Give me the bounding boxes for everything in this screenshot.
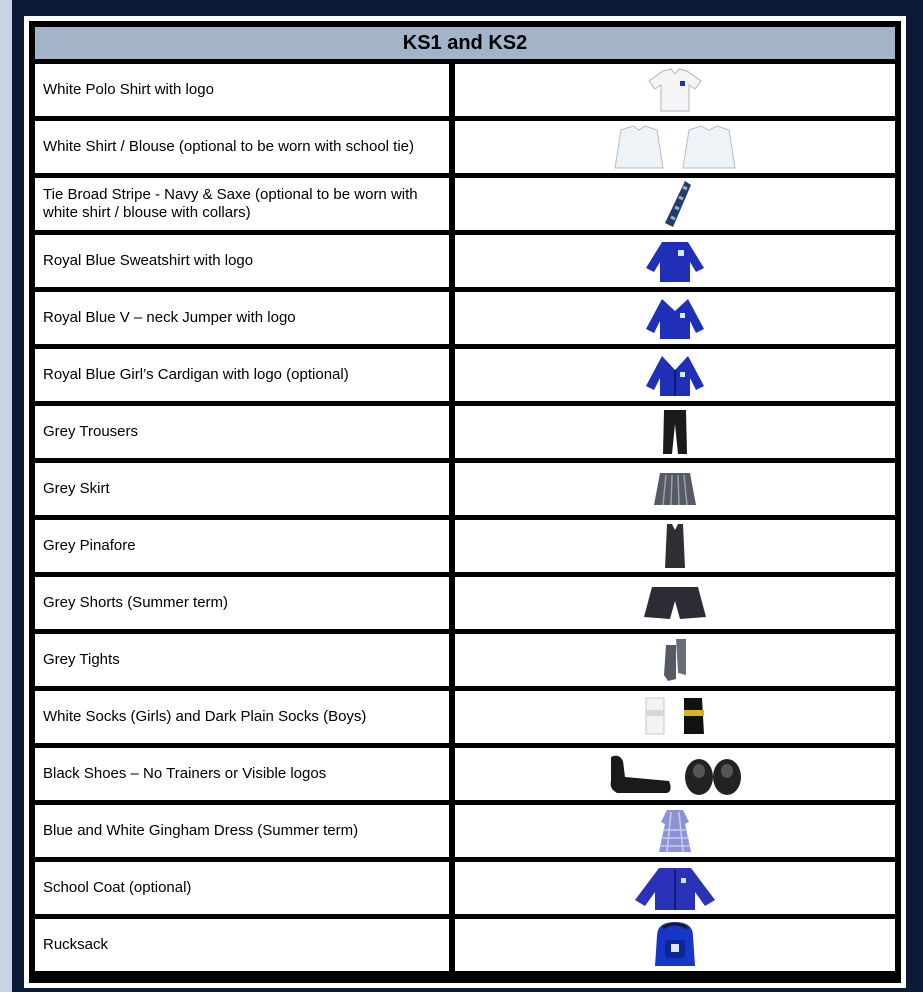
table-row	[35, 406, 895, 458]
item-label: Grey Trousers	[35, 406, 449, 458]
cardigan-icon	[642, 352, 708, 398]
item-picture	[455, 520, 895, 572]
table-row	[35, 463, 895, 515]
background-strip	[0, 0, 12, 992]
coat-icon	[633, 864, 717, 912]
item-label: White Polo Shirt with logo	[35, 64, 449, 116]
jumper-icon	[642, 295, 708, 341]
item-picture	[455, 577, 895, 629]
trousers-icon	[660, 408, 690, 456]
item-picture	[455, 121, 895, 173]
item-picture	[455, 691, 895, 743]
table-row	[35, 178, 895, 230]
item-picture	[455, 349, 895, 401]
item-label: Black Shoes – No Trainers or Visible logos	[35, 748, 449, 800]
rucksack-icon	[647, 920, 703, 970]
shirt-blouse-icon	[613, 124, 737, 170]
item-label: White Socks (Girls) and Dark Plain Socks (Boys)	[35, 691, 449, 743]
polo-shirt-icon	[645, 67, 705, 113]
item-picture	[455, 862, 895, 914]
table-row	[35, 349, 895, 401]
item-label: White Shirt / Blouse (optional to be worn with school tie)	[35, 121, 449, 173]
table-row	[35, 805, 895, 857]
item-picture	[455, 919, 895, 971]
item-picture	[455, 805, 895, 857]
tie-icon	[655, 179, 695, 229]
table-body	[35, 64, 895, 971]
item-picture	[455, 64, 895, 116]
table-row	[35, 121, 895, 173]
gingham-dress-icon	[655, 808, 695, 854]
item-label: Royal Blue Sweatshirt with logo	[35, 235, 449, 287]
table-row	[35, 919, 895, 971]
socks-icon	[638, 694, 712, 740]
item-label: Rucksack	[35, 919, 449, 971]
item-label: Royal Blue V – neck Jumper with logo	[35, 292, 449, 344]
table-row	[35, 634, 895, 686]
item-picture	[455, 292, 895, 344]
shorts-icon	[642, 583, 708, 623]
table-header: KS1 and KS2	[35, 27, 895, 59]
item-label: Blue and White Gingham Dress (Summer term)	[35, 805, 449, 857]
item-picture	[455, 634, 895, 686]
table-row	[35, 862, 895, 914]
table-row	[35, 292, 895, 344]
sweatshirt-icon	[642, 238, 708, 284]
item-picture	[455, 463, 895, 515]
pinafore-icon	[660, 522, 690, 570]
table-row	[35, 577, 895, 629]
item-label: Tie Broad Stripe - Navy & Saxe (optional to be worn with white shirt / blouse with collars)	[35, 178, 449, 230]
item-label: Grey Skirt	[35, 463, 449, 515]
skirt-icon	[652, 469, 698, 509]
table-row	[35, 691, 895, 743]
table-row	[35, 64, 895, 116]
uniform-sheet	[24, 16, 906, 988]
uniform-table	[29, 21, 901, 983]
item-label: Grey Pinafore	[35, 520, 449, 572]
item-label: School Coat (optional)	[35, 862, 449, 914]
item-picture	[455, 748, 895, 800]
shoes-icon	[607, 751, 743, 797]
table-row	[35, 520, 895, 572]
table-row	[35, 748, 895, 800]
item-label: Grey Tights	[35, 634, 449, 686]
item-label: Royal Blue Girl’s Cardigan with logo (optional)	[35, 349, 449, 401]
item-label: Grey Shorts (Summer term)	[35, 577, 449, 629]
tights-icon	[658, 637, 692, 683]
table-row	[35, 235, 895, 287]
item-picture	[455, 406, 895, 458]
item-picture	[455, 178, 895, 230]
item-picture	[455, 235, 895, 287]
